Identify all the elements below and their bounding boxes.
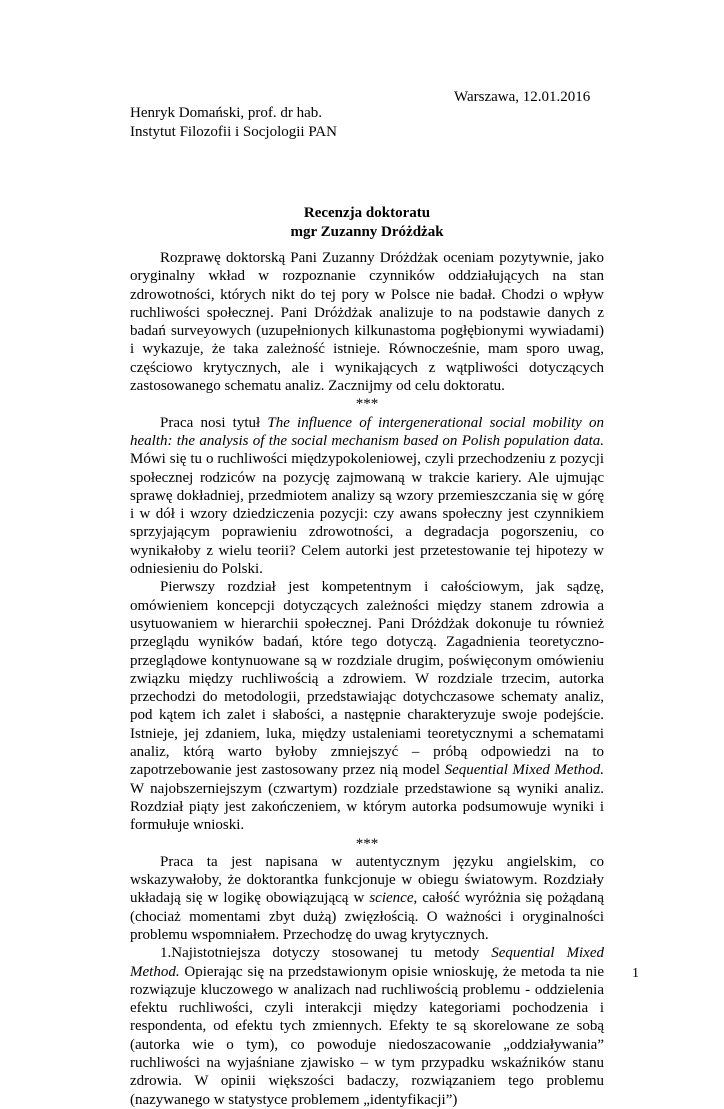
section-separator-1: *** (355, 396, 379, 413)
method-name-2: Sequential Mixed Method. (130, 945, 604, 980)
paragraph-3 (130, 578, 604, 834)
letter-date: Warszawa, 12.01.2016 (454, 89, 591, 105)
paragraph-4 (130, 853, 604, 944)
paragraph-5 (130, 944, 604, 1109)
section-separator-2: *** (355, 835, 379, 852)
paragraph-3-text: Pierwszy rozdział jest kompetentnym i całościowym, jak sądzę, omówieniem koncepcji dotyczących zależności między stanem zdrowia a usytuowaniem w hierarchii społecznej. Pani Dróżdżak dokonuje tu również przeglądu wyników badań, które tego dotyczą. Zagadnienia teoretyczno-przeglądowe kontynuowane są w rozdziale drugim, poświęconym omówieniu związku między ruchliwością a zdrowiem. W rozdziale trzecim, autorka przechodzi do metodologii, przedstawiając dotychczasowe schematy analiz, pod kątem ich zalet i słabości, a następnie charakteryzuje swoje podejście. Istnieje, jej zdaniem, luka, między ustaleniami teoretycznymi a schematami analiz, którą warto byłoby zmniejszyć – próbą odpowiedzi na to zapotrzebowanie jest zastosowany przez nią model (130, 579, 604, 779)
document-title (130, 204, 604, 242)
paragraph-2 (130, 414, 604, 579)
thesis-title: The influence of intergenerational social mobility on health: the analysis of the social mechanism based on Polish population data. (130, 414, 604, 449)
paragraph-1: Rozprawę doktorską Pani Zuzanny Dróżdżak oceniam pozytywnie, jako oryginalny wkład w rozpoznanie czynników oddziałujących na stan zdrowotności, których nikt do tej pory w Polsce nie badał. Chodzi o wpływ ruchliwości społecznej. Pani Dróżdżak analizuje to na podstawie danych z badań surveyowych (uzupełnionych kilkunastoma pogłębionymi wywiadami) i wykazuje, że taka zależność istnieje. Równocześnie, mam sporo uwag, częściowo krytycznych, ale i wynikających z wątpliwości dotyczących zastosowanego schematu analiz. Zacznijmy od celu doktoratu. (130, 250, 604, 395)
title-line-1: Recenzja doktoratu (303, 205, 431, 221)
page-number: 1 (632, 966, 639, 981)
author-name: Henryk Domański, prof. dr hab. (130, 105, 323, 121)
paragraph-4-text: Praca ta jest napisana w autentycznym języku angielskim, co wskazywałoby, że doktorantka funkcjonuje w obiegu światowym. Rozdziały układają się w logikę obowiązującą w (130, 853, 604, 907)
title-line-2: mgr Zuzanny Dróżdżak (290, 224, 444, 240)
author-institution: Instytut Filozofii i Socjologii PAN (130, 124, 337, 140)
paragraph-5-text: Opierając się na przedstawionym opisie wnioskuję, że metoda ta nie rozwiązuje kluczowego w analizach nad ruchliwością problemu - oddzielenia efektu ruchliwości, czyli interakcji między kategoriami pochodzenia i respondenta, od efektu tych zmiennych. Efekty te są skorelowane ze sobą (autorka wie o tym), co powoduje niedoszacowanie „oddziaływania” ruchliwości na wyjaśniane zjawisko – w tym przypadku wskaźników stanu zdrowia. W opinii większości badaczy, rozwiązaniem tego problemu (nazywanego w statystyce problemem „identyfikacji”) (130, 963, 604, 1108)
paragraph-2-intro: Praca nosi tytuł (160, 414, 268, 431)
paragraph-5-intro: 1.Najistotniejsza dotyczy stosowanej tu metody (160, 945, 492, 962)
paragraph-4-end: , całość wyróżnia się pożądaną (chociaż momentami zbyt dużą) zwięzłością. O ważności i oryginalności problemu wspomniałem. Przechodzę do uwag krytycznych. (130, 890, 604, 943)
document-body (130, 249, 604, 1109)
paragraph-2-text: Mówi się tu o ruchliwości międzypokoleniowej, czyli przechodzeniu z pozycji społecznej rodziców na pozycję zajmowaną w trakcie kariery. Ale ujmując sprawę dokładniej, przedmiotem analizy są wzory przemieszczania się w górę i w dół i wzory dziedziczenia pozycji: czy awans społeczny jest czynnikiem sprzyjającym poprawieniu zdrowotności, a degradacja pogorszeniu, co wynikałoby z wielu teorii? Celem autorki jest przetestowanie tej hipotezy w odniesieniu do Polski. (130, 451, 604, 578)
sender-block (130, 104, 337, 142)
paragraph-3-end: W najobszerniejszym (czwartym) rozdziale przedstawione są wyniki analiz. Rozdział piąty jest zakończeniem, w którym autorka podsumowuje wyniki i formułuje wnioski. (130, 780, 604, 834)
science-term: science (369, 890, 414, 907)
method-name: Sequential Mixed Method. (444, 762, 604, 779)
